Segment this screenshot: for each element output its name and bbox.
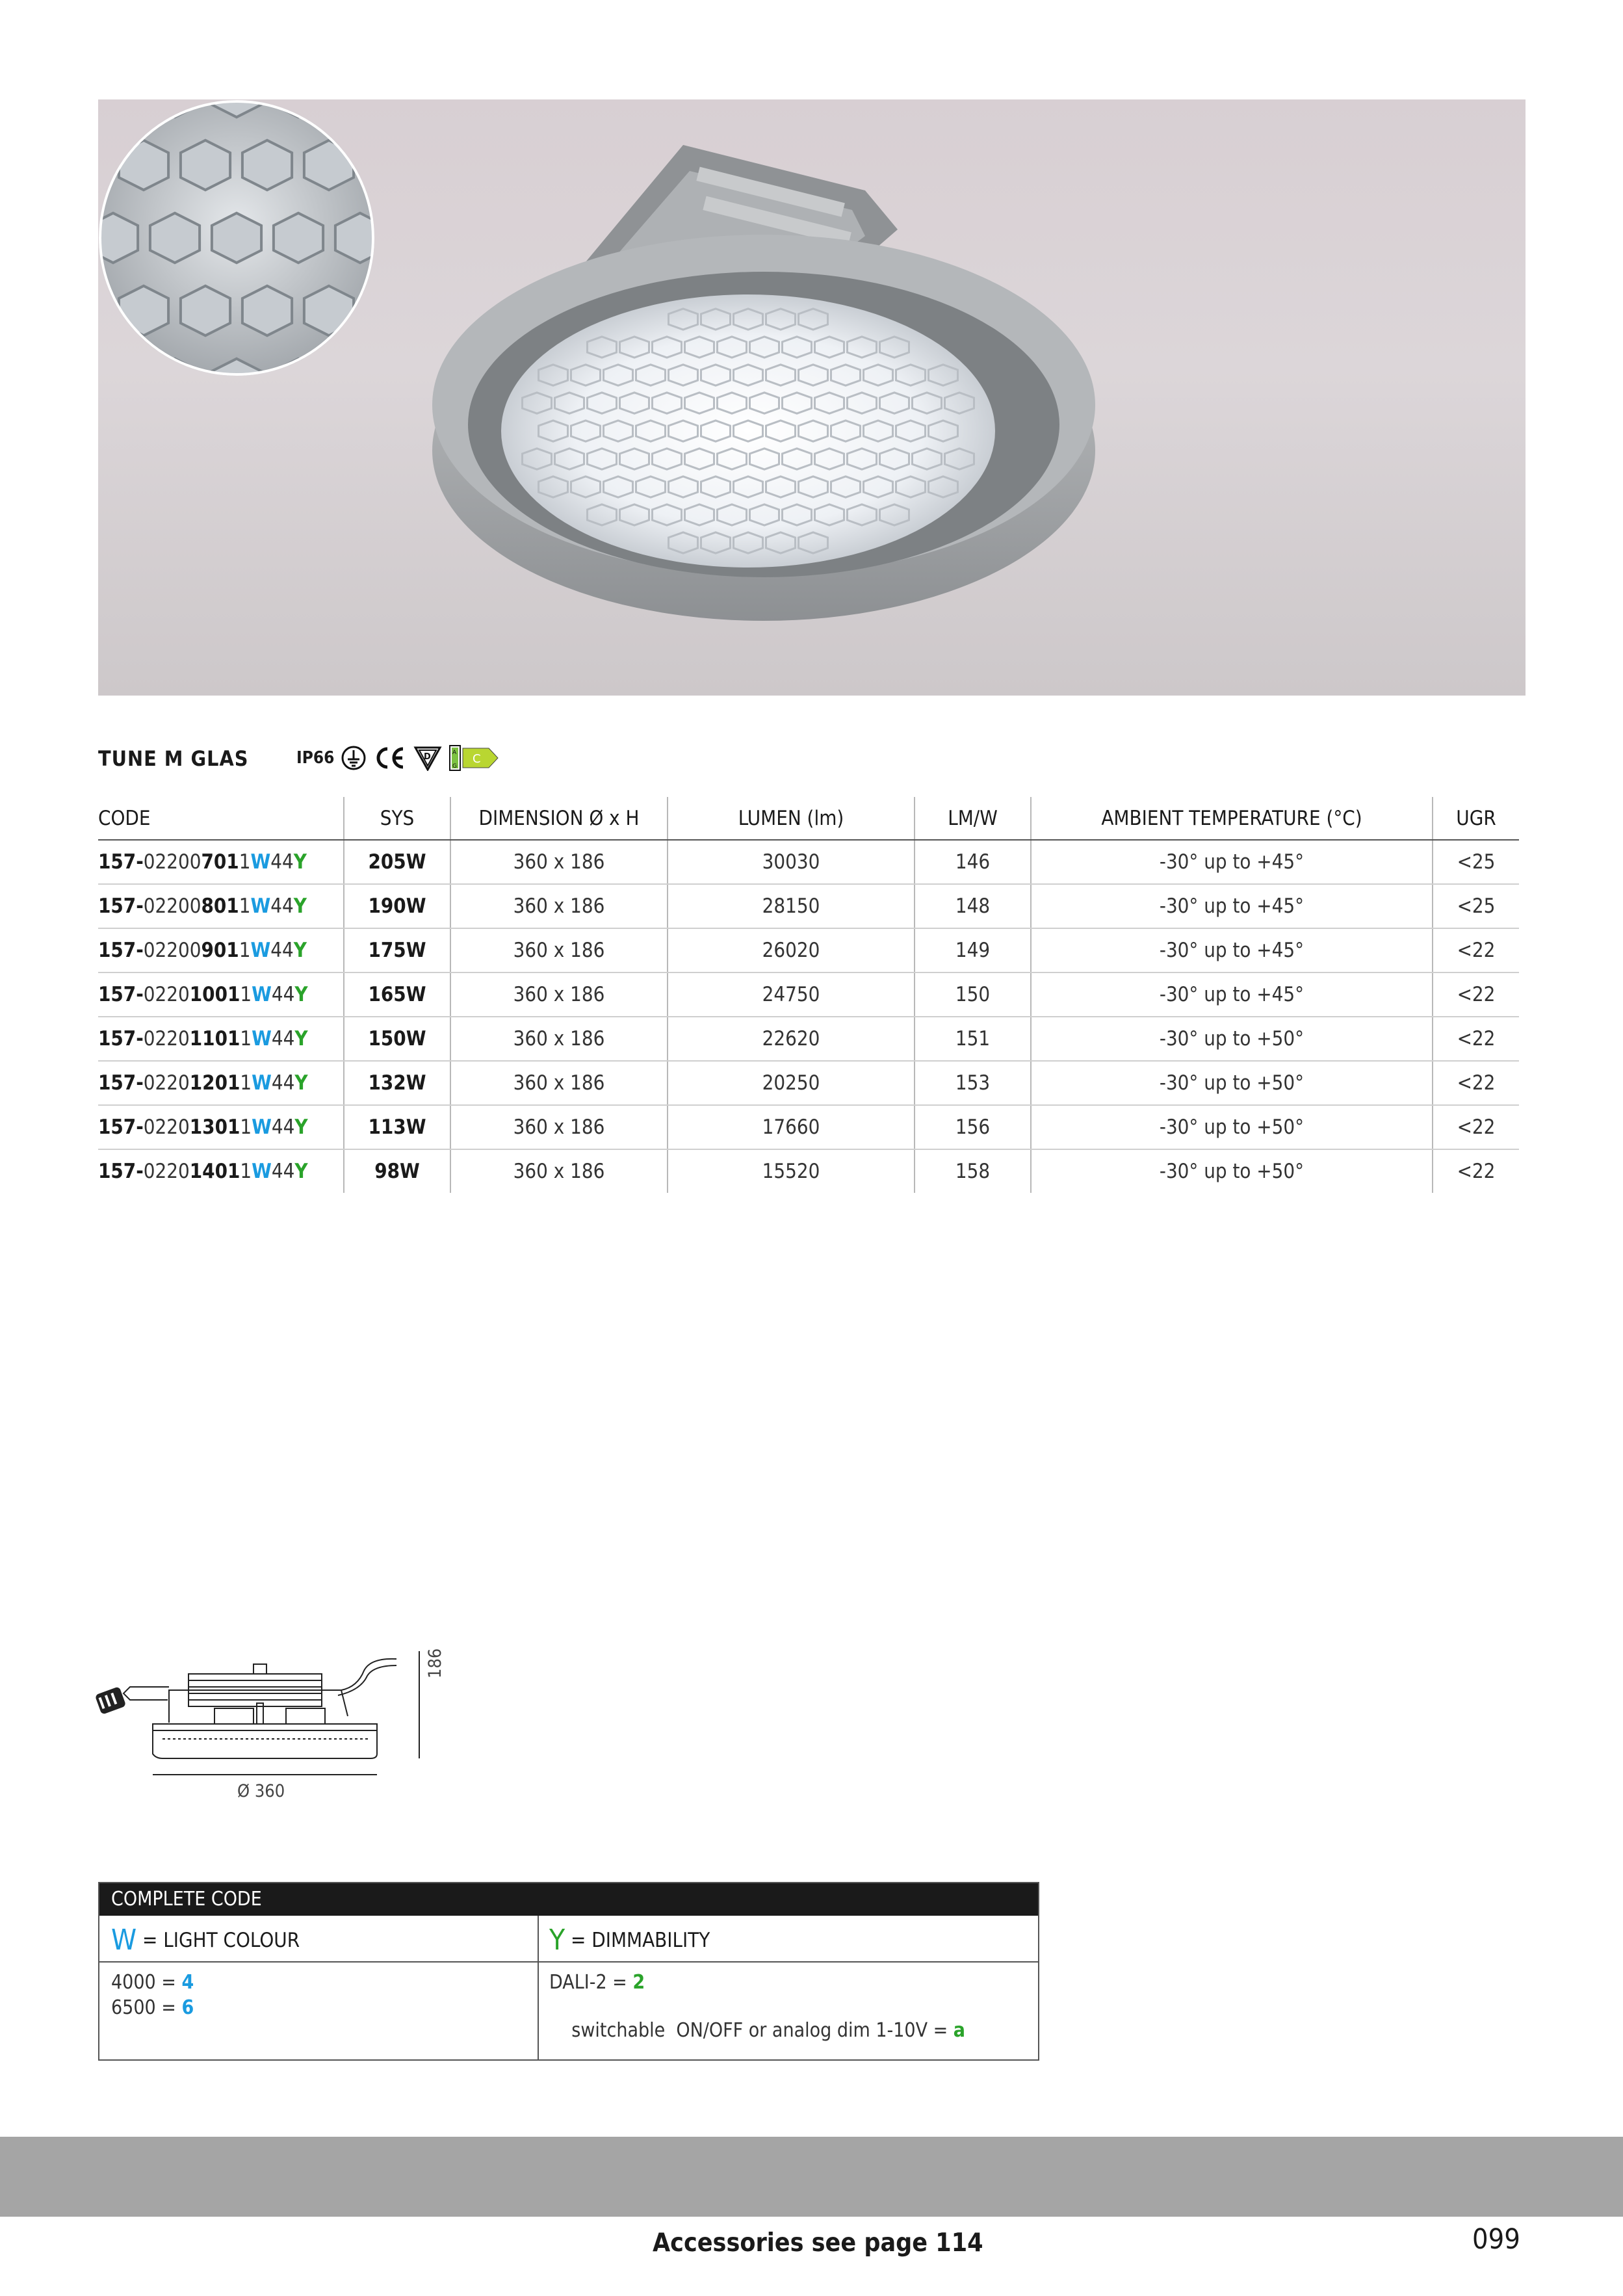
- cell-code: [98, 972, 344, 1017]
- optic-cell-zoom: [335, 359, 375, 376]
- height-dimension: 186: [425, 1648, 445, 1678]
- col-code: CODE: [98, 797, 344, 840]
- code-segment: 701: [201, 850, 239, 874]
- y-label: = DIMMABILITY: [571, 1929, 710, 1952]
- code-segment: W: [250, 850, 271, 874]
- cell-lmw: 149: [915, 928, 1031, 972]
- cell-code: [98, 840, 344, 884]
- cell-code: [98, 928, 344, 972]
- cell-lumen: 30030: [668, 840, 915, 884]
- cell-ambient: -30° up to +50°: [1031, 1061, 1433, 1105]
- optic-cell-zoom: [335, 99, 375, 117]
- spec-table: [98, 797, 1519, 1193]
- light-colour-heading: [111, 1924, 300, 1957]
- protection-class-icon: [341, 745, 367, 771]
- cell-lmw: 158: [915, 1149, 1031, 1193]
- y-option: [549, 1996, 965, 2065]
- complete-code-header: COMPLETE CODE: [99, 1883, 1038, 1916]
- optic-cell-zoom: [366, 286, 375, 335]
- code-segment: Y: [294, 1071, 308, 1095]
- cell-sys: 113W: [344, 1105, 450, 1149]
- code-segment: 44: [270, 850, 294, 874]
- cell-lumen: 28150: [668, 884, 915, 928]
- cell-ugr: <22: [1433, 1061, 1519, 1105]
- col-ugr: UGR: [1433, 797, 1519, 840]
- code-segment: 1101: [189, 1027, 240, 1050]
- optic-cell-zoom: [98, 286, 107, 335]
- cell-ambient: -30° up to +50°: [1031, 1105, 1433, 1149]
- code-segment: 44: [271, 983, 295, 1006]
- cell-dimension: 360 x 186: [450, 1105, 668, 1149]
- cell-dimension: 360 x 186: [450, 928, 668, 972]
- cell-ugr: <22: [1433, 1149, 1519, 1193]
- code-segment: 0220: [143, 983, 190, 1006]
- code-segment: 44: [271, 1115, 295, 1139]
- cell-code: [98, 884, 344, 928]
- cell-lmw: 153: [915, 1061, 1031, 1105]
- code-segment: 02200: [143, 939, 201, 962]
- y-option-value: 2: [632, 1971, 645, 1994]
- col-lmw: LM/W: [915, 797, 1031, 840]
- table-row: [98, 1105, 1519, 1149]
- table-row: [98, 1061, 1519, 1105]
- w-letter: W: [111, 1924, 137, 1957]
- cell-lumen: 15520: [668, 1149, 915, 1193]
- optic-cell-zoom: [119, 140, 168, 190]
- code-segment: 44: [270, 939, 294, 962]
- code-segment: 1: [240, 1071, 252, 1095]
- product-title: TUNE M GLAS: [98, 746, 249, 771]
- cell-ugr: <22: [1433, 972, 1519, 1017]
- cell-ambient: -30° up to +50°: [1031, 1017, 1433, 1061]
- optic-cell-zoom: [304, 286, 354, 335]
- y-option-value: a: [953, 2019, 966, 2042]
- cell-lmw: 146: [915, 840, 1031, 884]
- divider: [538, 1916, 539, 2059]
- code-segment: 801: [201, 894, 239, 918]
- ip-rating: IP66: [296, 748, 335, 768]
- energy-label-icon: [448, 744, 500, 772]
- y-option: [549, 1971, 645, 1994]
- footer-bar: [0, 2137, 1623, 2217]
- cell-lumen: 26020: [668, 928, 915, 972]
- w-option-text: 6500 =: [111, 1996, 182, 2019]
- optic-cell-zoom: [181, 286, 230, 335]
- code-segment: 44: [270, 894, 294, 918]
- accessories-note: Accessories see page 114: [653, 2228, 983, 2258]
- cell-code: [98, 1105, 344, 1149]
- code-segment: 1301: [189, 1115, 240, 1139]
- code-segment: 157-: [98, 983, 144, 1006]
- page-number: 099: [1472, 2223, 1520, 2256]
- code-segment: W: [250, 894, 271, 918]
- cell-sys: 150W: [344, 1017, 450, 1061]
- cell-lmw: 148: [915, 884, 1031, 928]
- code-segment: 157-: [98, 1160, 144, 1183]
- ce-mark-icon: [373, 745, 407, 771]
- optic-cell-zoom: [242, 286, 292, 335]
- certification-icons: [296, 743, 500, 773]
- cell-sys: 175W: [344, 928, 450, 972]
- cell-dimension: 360 x 186: [450, 1149, 668, 1193]
- code-segment: 1001: [189, 983, 240, 1006]
- y-option-text: switchable ON/OFF or analog dim 1-10V =: [571, 2019, 954, 2042]
- cell-lumen: 20250: [668, 1061, 915, 1105]
- w-option: [111, 1971, 194, 1994]
- table-row: [98, 928, 1519, 972]
- w-option-value: 6: [181, 1996, 194, 2019]
- y-letter: Y: [549, 1924, 565, 1957]
- code-segment: 1: [240, 1027, 252, 1050]
- code-segment: 0220: [143, 1027, 190, 1050]
- code-segment: 157-: [98, 1027, 144, 1050]
- code-segment: 1: [240, 1160, 252, 1183]
- energy-scale-bottom: G: [452, 763, 458, 770]
- optic-cell-zoom: [119, 286, 168, 335]
- optic-detail-zoom: [98, 99, 375, 376]
- code-segment: W: [252, 1160, 272, 1183]
- d-mark-icon: [413, 745, 442, 771]
- cell-ugr: <22: [1433, 1105, 1519, 1149]
- cell-lumen: 17660: [668, 1105, 915, 1149]
- code-segment: Y: [293, 894, 307, 918]
- cell-code: [98, 1149, 344, 1193]
- cell-ambient: -30° up to +45°: [1031, 972, 1433, 1017]
- code-segment: Y: [293, 850, 307, 874]
- optic-cell-zoom: [98, 99, 138, 117]
- code-segment: 157-: [98, 1071, 144, 1095]
- code-segment: Y: [293, 939, 307, 962]
- optic-cell-zoom: [181, 140, 230, 190]
- code-segment: 44: [271, 1071, 295, 1095]
- cell-ambient: -30° up to +45°: [1031, 884, 1433, 928]
- divider: [99, 1961, 1038, 1963]
- cell-lumen: 22620: [668, 1017, 915, 1061]
- product-photo: [98, 99, 1526, 696]
- code-segment: Y: [294, 1115, 308, 1139]
- y-option-text: DALI-2 =: [549, 1971, 633, 1994]
- code-segment: 1: [240, 983, 252, 1006]
- optic-cell-zoom: [150, 213, 200, 263]
- cell-lmw: 150: [915, 972, 1031, 1017]
- dimmability-heading: [549, 1924, 710, 1957]
- cell-dimension: 360 x 186: [450, 840, 668, 884]
- complete-code-box: [98, 1882, 1039, 2061]
- code-segment: 1201: [189, 1071, 240, 1095]
- code-segment: 157-: [98, 850, 144, 874]
- optic-cell-zoom: [98, 140, 107, 190]
- code-segment: Y: [294, 983, 308, 1006]
- cell-dimension: 360 x 186: [450, 1017, 668, 1061]
- code-segment: W: [252, 1115, 272, 1139]
- optic-cell-zoom: [242, 140, 292, 190]
- cell-lmw: 151: [915, 1017, 1031, 1061]
- cell-sys: 98W: [344, 1149, 450, 1193]
- col-sys: SYS: [344, 797, 450, 840]
- cell-sys: 205W: [344, 840, 450, 884]
- cell-sys: 165W: [344, 972, 450, 1017]
- cell-ugr: <25: [1433, 884, 1519, 928]
- col-dimension: DIMENSION Ø x H: [450, 797, 668, 840]
- code-segment: 0220: [143, 1071, 190, 1095]
- optic-cell-zoom: [212, 213, 261, 263]
- code-segment: W: [252, 1071, 272, 1095]
- optic-cell-zoom: [366, 140, 375, 190]
- code-segment: 157-: [98, 894, 144, 918]
- code-segment: W: [250, 939, 271, 962]
- cell-ambient: -30° up to +45°: [1031, 840, 1433, 884]
- svg-text:C: C: [473, 752, 481, 766]
- cell-ugr: <25: [1433, 840, 1519, 884]
- optic-cell-zoom: [274, 213, 323, 263]
- cell-dimension: 360 x 186: [450, 1061, 668, 1105]
- cell-lmw: 156: [915, 1105, 1031, 1149]
- code-segment: 02200: [143, 850, 201, 874]
- code-segment: 1: [240, 1115, 252, 1139]
- cell-lumen: 24750: [668, 972, 915, 1017]
- code-segment: 157-: [98, 939, 144, 962]
- code-segment: 157-: [98, 1115, 144, 1139]
- code-segment: 0220: [143, 1160, 190, 1183]
- code-segment: 1: [239, 894, 251, 918]
- w-option-text: 4000 =: [111, 1971, 182, 1994]
- code-segment: 02200: [143, 894, 201, 918]
- code-segment: 44: [271, 1027, 295, 1050]
- cell-sys: 132W: [344, 1061, 450, 1105]
- table-row: [98, 972, 1519, 1017]
- optic-cell-zoom: [98, 359, 138, 376]
- w-option: [111, 1996, 194, 2019]
- code-segment: 1401: [189, 1160, 240, 1183]
- optic-cell-zoom: [304, 140, 354, 190]
- cell-code: [98, 1061, 344, 1105]
- cell-ambient: -30° up to +50°: [1031, 1149, 1433, 1193]
- cell-ambient: -30° up to +45°: [1031, 928, 1433, 972]
- diameter-dimension: Ø 360: [237, 1781, 285, 1801]
- cell-sys: 190W: [344, 884, 450, 928]
- table-row: [98, 840, 1519, 884]
- cell-dimension: 360 x 186: [450, 972, 668, 1017]
- cell-dimension: 360 x 186: [450, 884, 668, 928]
- code-segment: W: [252, 983, 272, 1006]
- code-segment: 0220: [143, 1115, 190, 1139]
- table-row: [98, 884, 1519, 928]
- w-label: = LIGHT COLOUR: [142, 1929, 300, 1952]
- code-segment: Y: [294, 1160, 308, 1183]
- cell-ugr: <22: [1433, 1017, 1519, 1061]
- energy-scale-top: A: [452, 750, 457, 756]
- svg-text:D: D: [424, 752, 432, 762]
- table-row: [98, 1017, 1519, 1061]
- cell-code: [98, 1017, 344, 1061]
- table-header-row: [98, 797, 1519, 840]
- w-option-value: 4: [181, 1971, 194, 1994]
- code-segment: 1: [239, 850, 251, 874]
- code-segment: 1: [239, 939, 251, 962]
- code-segment: W: [252, 1027, 272, 1050]
- col-lumen: LUMEN (lm): [668, 797, 915, 840]
- code-segment: 44: [271, 1160, 295, 1183]
- code-segment: Y: [294, 1027, 308, 1050]
- code-segment: 901: [201, 939, 239, 962]
- cell-ugr: <22: [1433, 928, 1519, 972]
- table-row: [98, 1149, 1519, 1193]
- col-ambient: AMBIENT TEMPERATURE (°C): [1031, 797, 1433, 840]
